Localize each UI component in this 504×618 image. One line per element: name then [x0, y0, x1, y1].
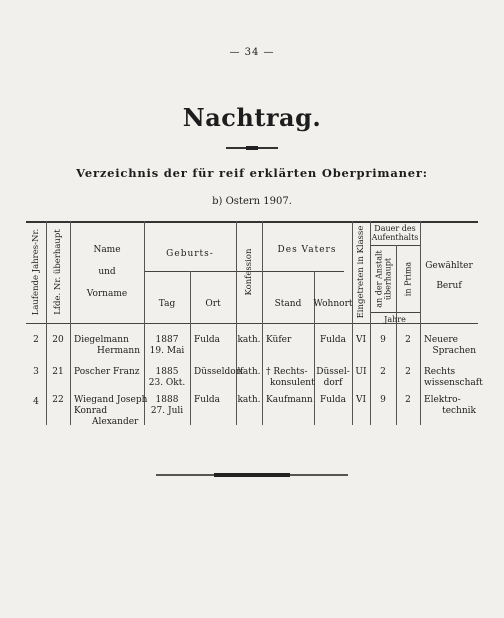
cell-vorname: Konrad	[74, 406, 108, 416]
graduates-table	[26, 221, 483, 427]
table-top-rule	[26, 221, 478, 223]
cell-klasse: UI	[355, 367, 367, 377]
cell-geburtstag: 19. Mai	[149, 346, 185, 356]
cell-beruf-cont: wissenschaft	[424, 378, 483, 388]
header-in-prima: in Prima	[403, 261, 413, 297]
cell-stand-cont: konsulent	[270, 378, 315, 388]
column-divider	[352, 221, 353, 425]
cell-beruf: Rechts	[424, 367, 456, 377]
header-und: und	[98, 267, 116, 277]
header-aufenthalts: Aufenthalts	[371, 233, 419, 242]
cell-stand: Kaufmann	[266, 395, 313, 405]
dauer-subheader-rule	[370, 245, 420, 246]
page-title: Nachtrag.	[182, 103, 322, 132]
header-ueberhaupt: überhaupt	[383, 257, 393, 301]
header-geburts: Geburts-	[166, 249, 214, 259]
cell-geburtsjahr: 1888	[155, 395, 179, 405]
column-divider	[396, 245, 397, 425]
cell-konfession: kath.	[237, 335, 261, 345]
header-eingetreten: Eingetreten in Klasse	[356, 225, 366, 319]
cell-prima-jahre: 2	[405, 395, 411, 405]
column-divider	[314, 271, 315, 425]
cell-jahres-nr: 3	[33, 367, 39, 377]
cell-jahres-nr: 4	[33, 397, 39, 407]
cell-klasse: VI	[355, 395, 367, 405]
cell-wohnort: Fulda	[319, 395, 347, 405]
header-vorname: Vorname	[86, 289, 128, 299]
cell-beruf: Neuere	[424, 335, 458, 345]
cell-jahres-nr: 2	[33, 335, 39, 345]
title-ornament-rule	[226, 147, 278, 149]
vaters-subheader-rule	[262, 271, 344, 272]
cell-prima-jahre: 2	[405, 367, 411, 377]
cell-prima-jahre: 2	[405, 335, 411, 345]
header-jahre: Jahre	[384, 315, 406, 324]
cell-klasse: VI	[355, 335, 367, 345]
cell-geburtsort: Fulda	[194, 335, 221, 345]
column-divider	[46, 221, 47, 425]
cell-beruf-cont: Sprachen	[432, 346, 476, 356]
cell-geburtsort: Düsseldorf	[194, 367, 244, 377]
header-des-vaters: Des Vaters	[277, 245, 337, 255]
list-subtitle: Verzeichnis der für reif erklärten Oberprimaner:	[76, 166, 428, 180]
header-konfession: Konfession	[244, 248, 254, 296]
table-header-bottom-rule	[26, 323, 478, 324]
cell-vorname-cont: Alexander	[92, 417, 139, 427]
column-divider	[370, 221, 371, 425]
column-divider	[190, 271, 191, 425]
header-name: Name	[93, 245, 121, 255]
cell-beruf: Elektro-	[424, 395, 461, 405]
cell-konfession: kath.	[237, 395, 261, 405]
cell-wohnort: Düssel-	[316, 367, 350, 377]
header-gewaehlter: Gewählter	[425, 261, 473, 271]
cell-stand: † Rechts-	[266, 367, 308, 377]
header-laufende-jahres-nr: Laufende Jahres-Nr.	[31, 228, 41, 316]
cell-geburtstag: 23. Okt.	[148, 378, 186, 388]
column-divider	[420, 221, 421, 425]
header-stand: Stand	[274, 299, 302, 309]
header-ort: Ort	[205, 299, 221, 309]
cell-anstalt-jahre: 9	[380, 395, 386, 405]
cell-geburtsjahr: 1885	[155, 367, 179, 377]
cell-stand: Küfer	[266, 335, 292, 345]
cell-anstalt-jahre: 2	[380, 367, 386, 377]
footer-ornament-rule	[156, 474, 348, 476]
header-lfde-nr: Lfde. Nr. überhaupt	[53, 229, 63, 315]
page-number: — 34 —	[229, 47, 275, 58]
header-dauer: Dauer des	[374, 224, 416, 233]
cell-lfde-nr: 20	[52, 335, 64, 345]
cell-lfde-nr: 21	[52, 367, 64, 377]
section-heading: b) Ostern 1907.	[212, 196, 292, 207]
cell-vorname: Hermann	[97, 346, 140, 356]
header-an-der-anstalt: an der Anstalt	[374, 250, 384, 308]
cell-beruf-cont: technik	[442, 406, 476, 416]
column-divider	[70, 221, 71, 425]
cell-wohnort-cont: dorf	[323, 378, 343, 388]
cell-wohnort: Fulda	[319, 335, 347, 345]
cell-name: Poscher Franz	[74, 367, 140, 377]
header-tag: Tag	[158, 299, 176, 309]
header-beruf: Beruf	[436, 281, 462, 291]
cell-geburtsjahr: 1887	[155, 335, 179, 345]
jahre-rule	[370, 312, 420, 313]
column-divider	[262, 221, 263, 425]
geburts-subheader-rule	[144, 271, 276, 272]
cell-konfession: kath.	[237, 367, 261, 377]
cell-geburtsort: Fulda	[194, 395, 221, 405]
cell-name: Wiegand Joseph	[74, 395, 148, 405]
cell-name: Diegelmann	[74, 335, 129, 345]
header-wohnort: Wohnort	[313, 299, 353, 309]
cell-geburtstag: 27. Juli	[150, 406, 184, 416]
cell-anstalt-jahre: 9	[380, 335, 386, 345]
cell-lfde-nr: 22	[52, 395, 64, 405]
